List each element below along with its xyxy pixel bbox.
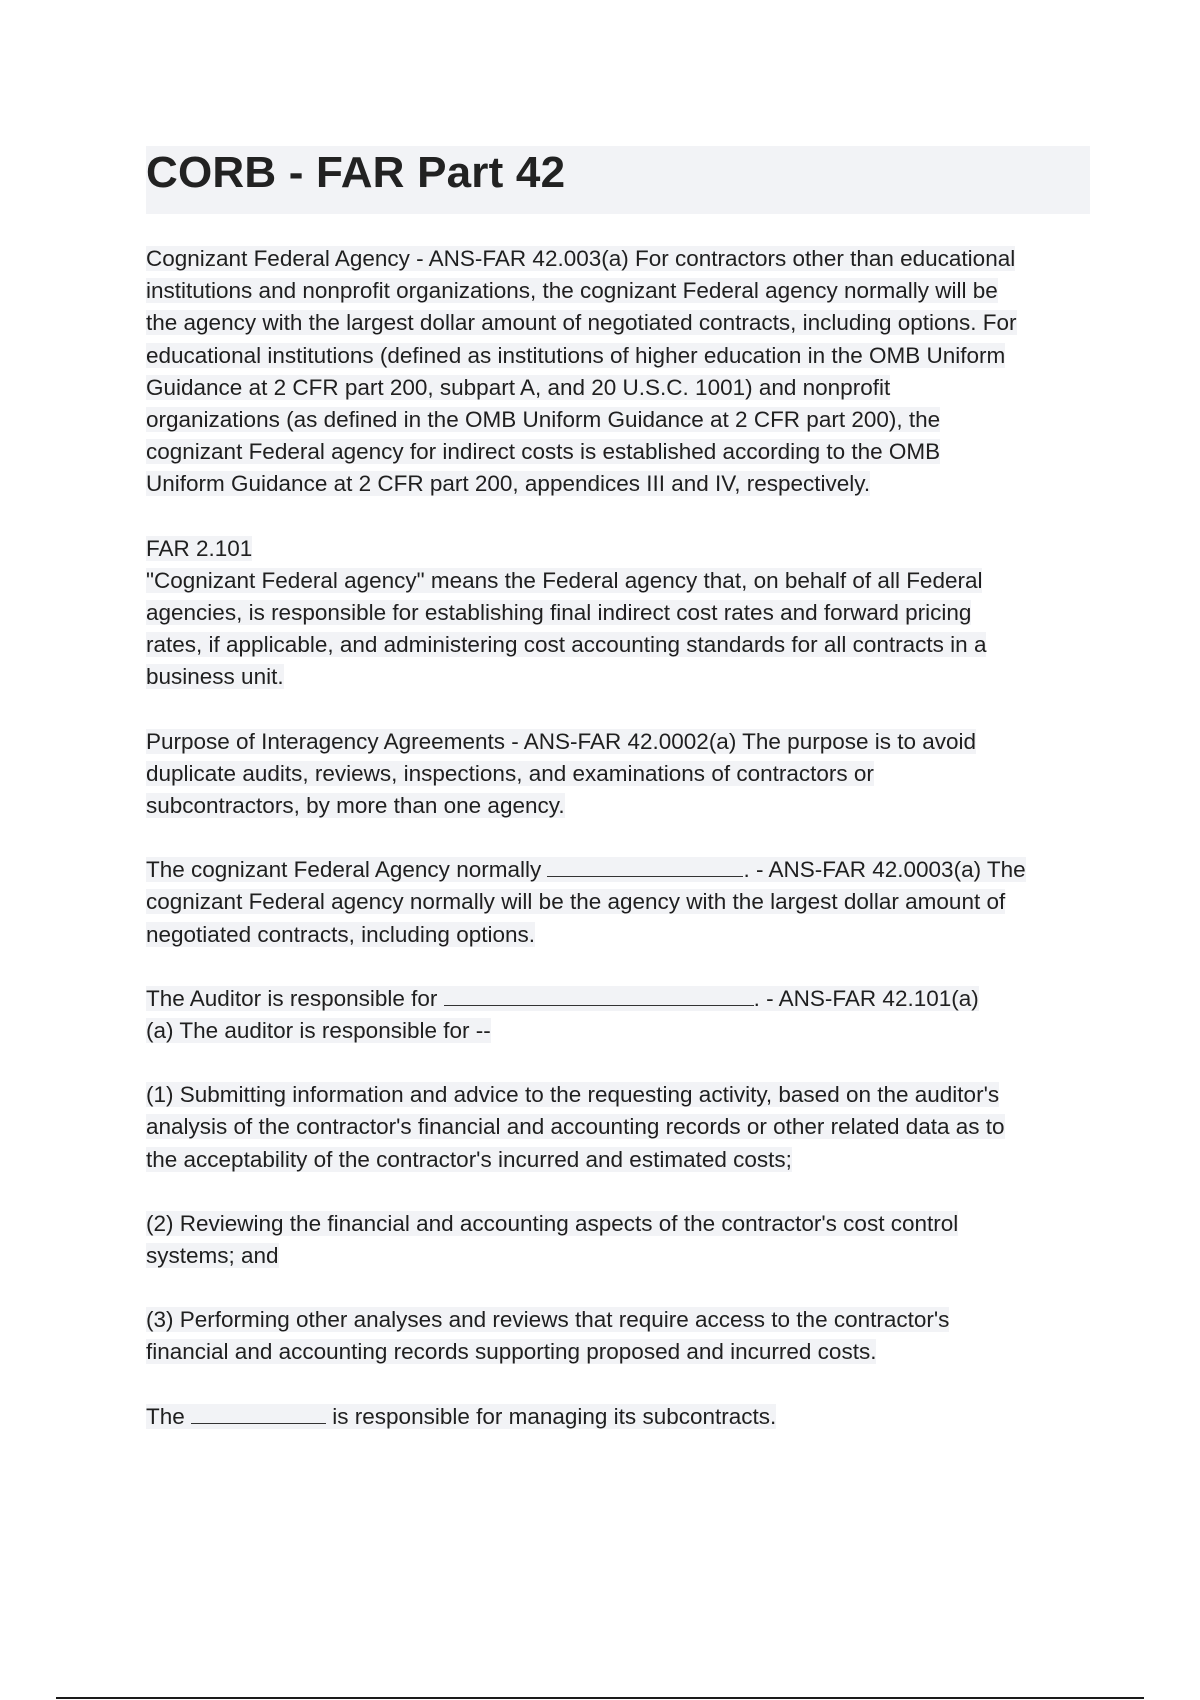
card-line: Purpose of Interagency Agreements - ANS-FAR 42.0002(a) The purpose is to avoid xyxy=(146,728,977,754)
card-auditor-responsible xyxy=(146,983,1096,1047)
answer-blank xyxy=(191,1402,326,1424)
card-line: Uniform Guidance at 2 CFR part 200, appendices III and IV, respectively. xyxy=(146,471,871,497)
question-text: The cognizant Federal Agency normally xyxy=(146,857,548,883)
card-line: business unit. xyxy=(146,664,284,690)
card-auditor-item-1 xyxy=(146,1079,1096,1176)
answer-blank xyxy=(547,855,743,877)
card-line: (a) The auditor is responsible for -- xyxy=(146,1018,491,1044)
page-title: CORB - FAR Part 42 xyxy=(146,148,566,197)
answer-text: . - ANS-FAR 42.101(a) xyxy=(753,985,979,1011)
card-far-2-101 xyxy=(146,533,1096,694)
question-text: The Auditor is responsible for xyxy=(146,985,444,1011)
card-line: (1) Submitting information and advice to the requesting activity, based on the auditor's xyxy=(146,1082,1000,1108)
card-subcontracts xyxy=(146,1401,1096,1433)
card-cognizant-federal-agency xyxy=(146,243,1096,501)
question-line xyxy=(146,1404,776,1429)
card-auditor-item-2 xyxy=(146,1208,1096,1272)
question-line xyxy=(146,857,1026,882)
card-line: cognizant Federal agency normally will be the agency with the largest dollar amount of xyxy=(146,889,1006,915)
card-line: subcontractors, by more than one agency. xyxy=(146,793,565,819)
card-line: Cognizant Federal Agency - ANS-FAR 42.003(a) For contractors other than educational xyxy=(146,246,1016,271)
card-interagency-agreements xyxy=(146,726,1096,823)
card-line: negotiated contracts, including options. xyxy=(146,921,536,947)
card-line: institutions and nonprofit organizations, the cognizant Federal agency normally will be xyxy=(146,278,998,304)
question-text: The xyxy=(146,1403,192,1429)
footer-divider xyxy=(56,1697,1144,1699)
card-line: the agency with the largest dollar amount of negotiated contracts, including options. For xyxy=(146,310,1017,336)
card-line: educational institutions (defined as institutions of higher education in the OMB Uniform xyxy=(146,342,1006,368)
card-line: FAR 2.101 xyxy=(146,535,253,561)
card-line: (2) Reviewing the financial and accounting aspects of the contractor's cost control xyxy=(146,1210,959,1236)
card-auditor-item-3 xyxy=(146,1304,1096,1368)
card-cognizant-normally xyxy=(146,854,1096,951)
answer-text: . - ANS-FAR 42.0003(a) The xyxy=(743,857,1026,883)
card-line: duplicate audits, reviews, inspections, and examinations of contractors or xyxy=(146,760,874,786)
card-line: (3) Performing other analyses and reviews that require access to the contractor's xyxy=(146,1307,950,1333)
card-line: the acceptability of the contractor's incurred and estimated costs; xyxy=(146,1146,792,1172)
card-line: rates, if applicable, and administering cost accounting standards for all contracts in a xyxy=(146,632,987,658)
flashcard-list xyxy=(146,243,1096,1465)
question-line xyxy=(146,986,979,1011)
card-line: financial and accounting records supporting proposed and incurred costs. xyxy=(146,1339,877,1365)
card-line: cognizant Federal agency for indirect costs is established according to the OMB xyxy=(146,439,941,465)
card-line: agencies, is responsible for establishing final indirect cost rates and forward pricing xyxy=(146,600,972,626)
card-line: Guidance at 2 CFR part 200, subpart A, and 20 U.S.C. 1001) and nonprofit xyxy=(146,374,891,400)
answer-blank xyxy=(444,984,754,1006)
card-line: analysis of the contractor's financial and accounting records or other related data as to xyxy=(146,1114,1005,1140)
card-line: systems; and xyxy=(146,1243,279,1269)
answer-text: is responsible for managing its subcontracts. xyxy=(326,1403,777,1429)
card-line: "Cognizant Federal agency" means the Federal agency that, on behalf of all Federal xyxy=(146,567,983,593)
card-line: organizations (as defined in the OMB Uniform Guidance at 2 CFR part 200), the xyxy=(146,407,941,433)
